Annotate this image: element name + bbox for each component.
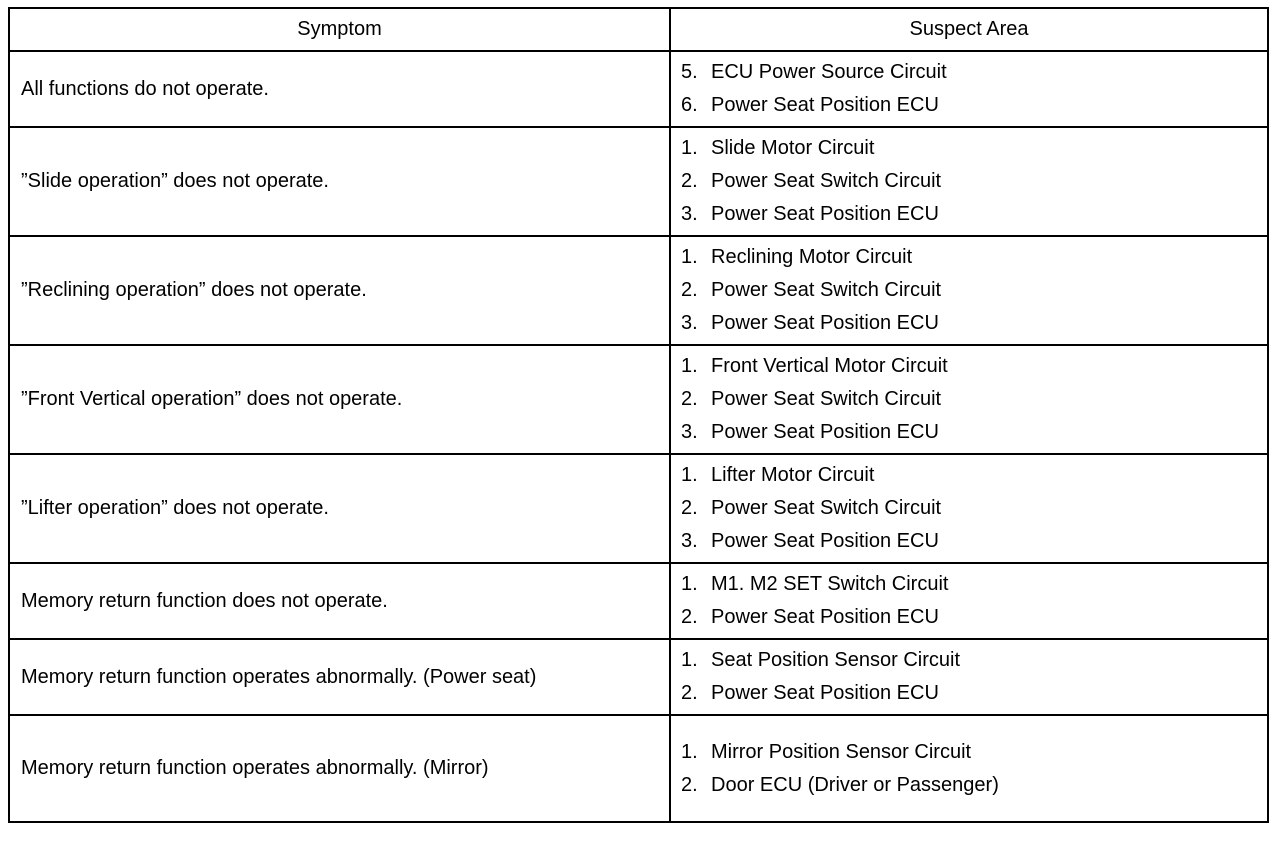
- symptom-cell: Memory return function operates abnormally. (Power seat): [9, 639, 670, 715]
- header-row: [9, 8, 1268, 51]
- suspect-number: 3.: [681, 421, 698, 443]
- suspect-number: 2.: [681, 497, 698, 519]
- suspect-item: [681, 644, 1267, 677]
- table-row: [9, 51, 1268, 127]
- suspect-area-header: Suspect Area: [670, 8, 1268, 51]
- suspect-item: [681, 198, 1267, 231]
- symptom-cell: ”Lifter operation” does not operate.: [9, 454, 670, 563]
- suspect-text: Reclining Motor Circuit: [711, 246, 913, 268]
- suspect-item: [681, 736, 1267, 769]
- suspect-area-cell: [670, 639, 1268, 715]
- suspect-item: [681, 601, 1267, 634]
- suspect-item: [681, 56, 1267, 89]
- table-row: [9, 345, 1268, 454]
- table-row: [9, 127, 1268, 236]
- suspect-item: [681, 307, 1267, 340]
- suspect-text: Door ECU (Driver or Passenger): [711, 773, 999, 796]
- suspect-number: 2.: [681, 682, 698, 704]
- suspect-area-cell: [670, 127, 1268, 236]
- suspect-item: [681, 769, 1267, 802]
- suspect-number: 1.: [681, 246, 698, 268]
- suspect-number: 1.: [681, 355, 698, 377]
- symptom-cell: All functions do not operate.: [9, 51, 670, 127]
- table-row: [9, 639, 1268, 715]
- suspect-item: [681, 241, 1267, 274]
- suspect-number: 1.: [681, 464, 698, 486]
- suspect-area-cell: [670, 345, 1268, 454]
- suspect-text: Power Seat Switch Circuit: [711, 279, 942, 301]
- suspect-area-cell: [670, 454, 1268, 563]
- symptom-cell: ”Reclining operation” does not operate.: [9, 236, 670, 345]
- table-row: [9, 454, 1268, 563]
- symptom-header: Symptom: [9, 8, 670, 51]
- suspect-item: [681, 274, 1267, 307]
- suspect-number: 3.: [681, 312, 698, 334]
- suspect-text: Seat Position Sensor Circuit: [711, 649, 961, 671]
- suspect-text: Power Seat Position ECU: [711, 94, 939, 116]
- symptom-cell: Memory return function does not operate.: [9, 563, 670, 639]
- suspect-text: Power Seat Position ECU: [711, 312, 939, 334]
- suspect-item: [681, 459, 1267, 492]
- suspect-number: 6.: [681, 94, 698, 116]
- troubleshooting-table: [8, 7, 1269, 823]
- suspect-text: Power Seat Switch Circuit: [711, 170, 942, 192]
- suspect-item: [681, 416, 1267, 449]
- suspect-item: [681, 165, 1267, 198]
- suspect-number: 2.: [681, 606, 698, 628]
- suspect-item: [681, 525, 1267, 558]
- suspect-number: 1.: [681, 573, 698, 595]
- suspect-area-cell: [670, 715, 1268, 822]
- suspect-text: Front Vertical Motor Circuit: [711, 355, 948, 377]
- suspect-number: 2.: [681, 388, 698, 410]
- suspect-text: Power Seat Position ECU: [711, 421, 939, 443]
- suspect-number: 2.: [681, 279, 698, 301]
- suspect-text: Lifter Motor Circuit: [711, 464, 875, 486]
- suspect-text: ECU Power Source Circuit: [711, 61, 947, 83]
- suspect-item: [681, 568, 1267, 601]
- suspect-number: 5.: [681, 61, 698, 83]
- suspect-item: [681, 492, 1267, 525]
- suspect-number: 3.: [681, 530, 698, 552]
- suspect-item: [681, 350, 1267, 383]
- suspect-text: Slide Motor Circuit: [711, 137, 875, 159]
- suspect-text: Power Seat Position ECU: [711, 606, 939, 628]
- suspect-item: [681, 89, 1267, 122]
- suspect-number: 3.: [681, 203, 698, 225]
- table-row: [9, 236, 1268, 345]
- suspect-text: Power Seat Position ECU: [711, 530, 939, 552]
- suspect-item: [681, 383, 1267, 416]
- suspect-number: 1.: [681, 740, 698, 763]
- symptom-cell: Memory return function operates abnormally. (Mirror): [9, 715, 670, 822]
- suspect-item: [681, 677, 1267, 710]
- suspect-text: M1. M2 SET Switch Circuit: [711, 573, 949, 595]
- suspect-text: Mirror Position Sensor Circuit: [711, 740, 972, 763]
- suspect-item: [681, 132, 1267, 165]
- symptom-cell: ”Front Vertical operation” does not operate.: [9, 345, 670, 454]
- suspect-number: 1.: [681, 649, 698, 671]
- suspect-number: 1.: [681, 137, 698, 159]
- symptom-cell: ”Slide operation” does not operate.: [9, 127, 670, 236]
- suspect-number: 2.: [681, 170, 698, 192]
- suspect-text: Power Seat Position ECU: [711, 203, 939, 225]
- suspect-number: 2.: [681, 773, 698, 796]
- table-row: [9, 563, 1268, 639]
- suspect-area-cell: [670, 236, 1268, 345]
- suspect-area-cell: [670, 563, 1268, 639]
- suspect-text: Power Seat Position ECU: [711, 682, 939, 704]
- suspect-area-cell: [670, 51, 1268, 127]
- suspect-text: Power Seat Switch Circuit: [711, 497, 942, 519]
- suspect-text: Power Seat Switch Circuit: [711, 388, 942, 410]
- table-row: [9, 715, 1268, 822]
